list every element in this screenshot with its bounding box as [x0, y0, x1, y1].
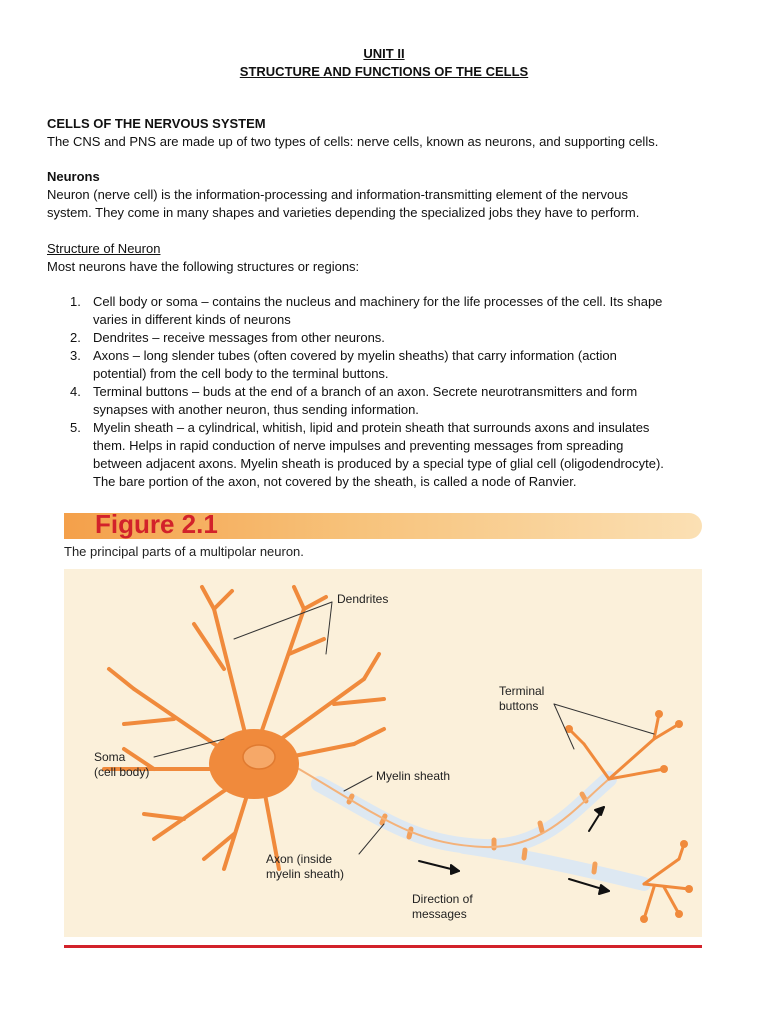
- list-item-line: Myelin sheath – a cylindrical, whitish, lipid and protein sheath that surrounds axons and insulates: [93, 420, 650, 435]
- list-item-number: 2.: [70, 330, 81, 345]
- list-item-line: potential) from the cell body to the terminal buttons.: [93, 366, 389, 381]
- structure-intro: Most neurons have the following structures or regions:: [47, 259, 360, 274]
- list-item-number: 5.: [70, 420, 81, 435]
- list-item-axons: [93, 347, 733, 383]
- label-axon-sheath: myelin sheath): [266, 867, 345, 881]
- unit-heading: UNIT II: [363, 46, 405, 61]
- cells-text: The CNS and PNS are made up of two types of cells: nerve cells, known as neurons, and supporting cells.: [47, 134, 659, 149]
- list-item-line: varies in different kinds of neurons: [93, 312, 291, 327]
- label-direction: Direction of: [412, 892, 473, 906]
- list-item-line: Terminal buttons – buds at the end of a branch of an axon. Secrete neurotransmitters and form: [93, 384, 638, 399]
- neuron-figure: [64, 569, 702, 937]
- label-cell-body: (cell body): [94, 765, 150, 779]
- neurons-heading: Neurons: [47, 169, 100, 184]
- label-terminal: Terminal: [499, 684, 545, 698]
- figure-title: Figure 2.1: [95, 509, 218, 539]
- list-item-line: Cell body or soma – contains the nucleus and machinery for the life processes of the cell. Its shape: [93, 294, 663, 309]
- list-item-line: Axons – long slender tubes (often covered by myelin sheaths) that carry information (action: [93, 348, 617, 363]
- figure-bottom-rule: [64, 945, 702, 948]
- list-item-cell-body: [93, 293, 733, 329]
- myelin-sheath-lower: [464, 847, 644, 884]
- list-item-dendrites: [93, 329, 733, 347]
- label-myelin-sheath: Myelin sheath: [376, 769, 451, 783]
- list-item-line: The bare portion of the axon, not covered by the sheath, is called a node of Ranvier.: [93, 474, 577, 489]
- neurons-text-line-1: Neuron (nerve cell) is the information-processing and information-transmitting element of the nervous: [47, 187, 628, 202]
- label-dendrites: Dendrites: [337, 592, 389, 606]
- neuron-illustration: [64, 569, 702, 937]
- nucleus-shape: [243, 745, 275, 769]
- label-messages: messages: [412, 907, 467, 921]
- cells-heading: CELLS OF THE NERVOUS SYSTEM: [47, 116, 266, 131]
- structure-heading: Structure of Neuron: [47, 241, 161, 256]
- list-item-line: them. Helps in rapid conduction of nerve impulses and preventing messages from spreading: [93, 438, 624, 453]
- label-soma: Soma: [94, 750, 126, 764]
- neurons-text-line-2: system. They come in many shapes and varieties depending the specialized jobs they have to perform.: [47, 205, 640, 220]
- list-item-number: 4.: [70, 384, 81, 399]
- label-buttons: buttons: [499, 699, 539, 713]
- figure-caption: The principal parts of a multipolar neuron.: [64, 544, 304, 559]
- list-item-line: between adjacent axons. Myelin sheath is produced by a special type of glial cell (oligodendrocyte).: [93, 456, 664, 471]
- list-item-terminal-buttons: [93, 383, 733, 419]
- label-axon: Axon (inside: [266, 852, 333, 866]
- list-item-myelin-sheath: [93, 419, 733, 491]
- list-item-line: synapses with another neuron, thus sending information.: [93, 402, 419, 417]
- list-item-number: 1.: [70, 294, 81, 309]
- page-title: STRUCTURE AND FUNCTIONS OF THE CELLS: [239, 64, 529, 79]
- list-item-number: 3.: [70, 348, 81, 363]
- list-item-line: Dendrites – receive messages from other neurons.: [93, 330, 385, 345]
- myelin-sheath-upper: [319, 779, 609, 847]
